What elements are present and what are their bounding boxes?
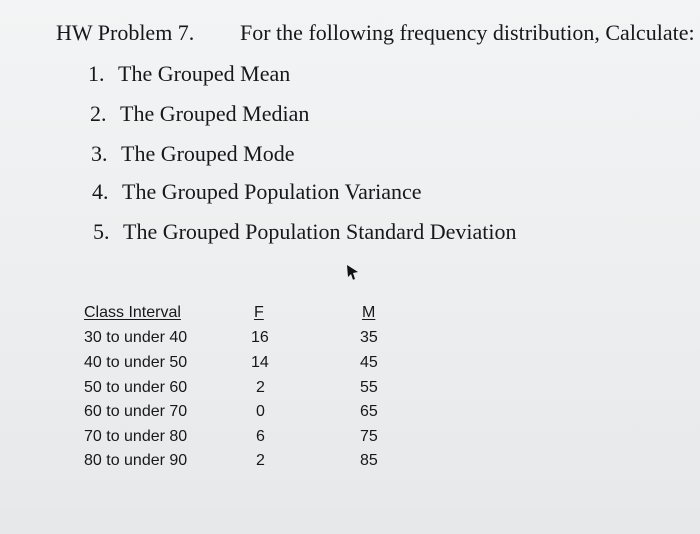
task-text: The Grouped Mode bbox=[121, 141, 295, 166]
cell-m: 85 bbox=[360, 452, 378, 469]
cell-m: 65 bbox=[360, 403, 378, 420]
cell-interval: 70 to under 80 bbox=[84, 428, 188, 445]
cell-m: 55 bbox=[360, 379, 378, 396]
cell-interval: 60 to under 70 bbox=[84, 403, 188, 420]
task-item-2 bbox=[90, 101, 309, 127]
header-m: M bbox=[362, 304, 376, 321]
cell-f: 6 bbox=[256, 428, 265, 445]
task-text: The Grouped Population Standard Deviation bbox=[123, 219, 517, 244]
task-text: The Grouped Population Variance bbox=[122, 179, 422, 204]
cell-interval: 30 to under 40 bbox=[84, 329, 188, 346]
cell-f: 2 bbox=[256, 452, 265, 469]
mouse-cursor-icon bbox=[344, 263, 360, 281]
header-f: F bbox=[254, 304, 264, 321]
problem-header bbox=[56, 20, 695, 46]
cell-f: 0 bbox=[256, 403, 265, 420]
task-text: The Grouped Median bbox=[120, 101, 310, 126]
cell-m: 75 bbox=[360, 428, 378, 445]
cell-interval: 40 to under 50 bbox=[84, 354, 188, 371]
header-class-interval: Class Interval bbox=[84, 304, 181, 321]
cell-interval: 50 to under 60 bbox=[84, 379, 188, 396]
cell-m: 45 bbox=[360, 354, 378, 371]
task-number: 1. bbox=[88, 61, 105, 86]
task-number: 4. bbox=[92, 179, 109, 204]
cell-interval: 80 to under 90 bbox=[84, 452, 188, 469]
task-number: 3. bbox=[91, 141, 108, 166]
cell-f: 2 bbox=[256, 379, 265, 396]
cell-m: 35 bbox=[360, 329, 378, 346]
task-item-5 bbox=[93, 219, 516, 245]
task-item-3 bbox=[91, 141, 295, 167]
problem-instruction: For the following frequency distribution, Calculate: bbox=[240, 20, 695, 45]
cell-f: 16 bbox=[251, 329, 269, 346]
cell-f: 14 bbox=[251, 354, 269, 371]
problem-title: HW Problem 7. bbox=[56, 20, 195, 45]
task-item-4 bbox=[92, 179, 422, 205]
task-number: 2. bbox=[90, 101, 107, 126]
task-number: 5. bbox=[93, 219, 110, 244]
task-item-1 bbox=[88, 61, 290, 87]
task-text: The Grouped Mean bbox=[118, 61, 291, 86]
